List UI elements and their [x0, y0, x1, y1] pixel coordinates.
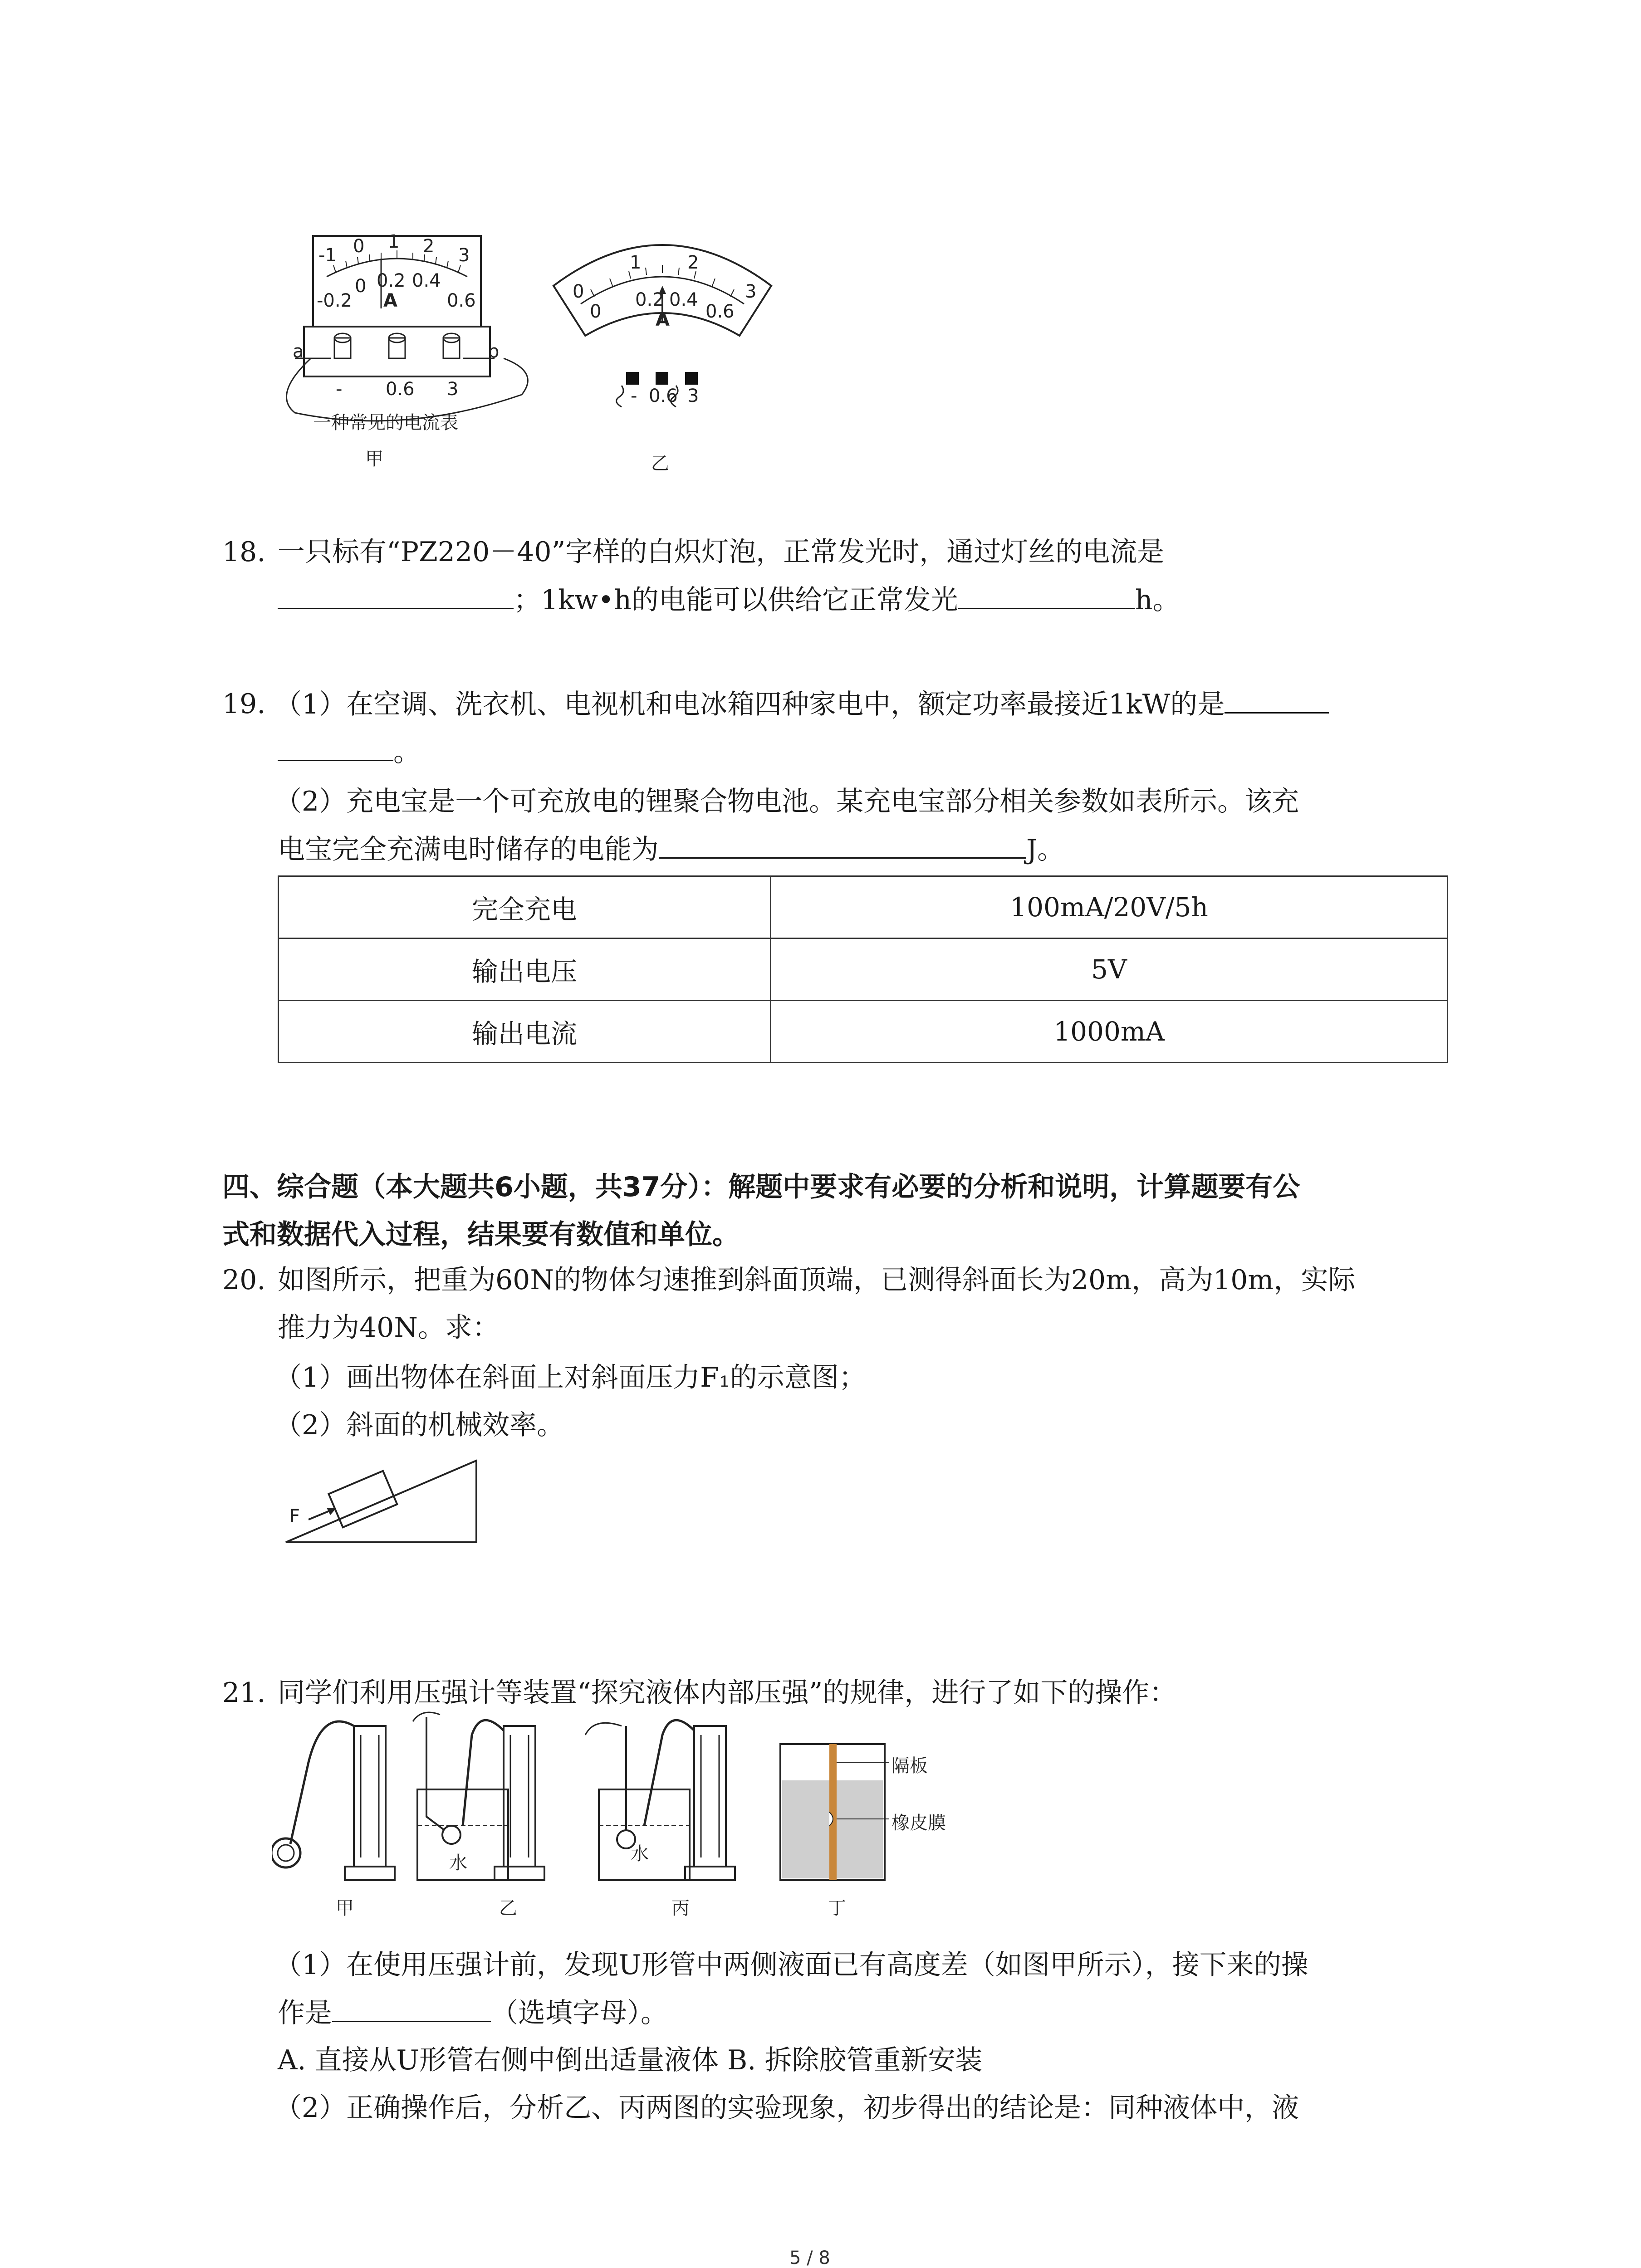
q19-part2-line2: [278, 830, 1064, 869]
meter-jia-caption: 一种常见的电流表: [313, 412, 458, 433]
q21-blank-operation[interactable]: [332, 1994, 491, 2022]
meter-jia-scale-bottom-4: 0.4: [412, 270, 441, 291]
fig-water-label-yi: 水: [449, 1853, 467, 1873]
q18-line2: [278, 581, 1180, 619]
meter-jia-scale-top-2: 0: [353, 236, 365, 257]
meter-jia-scale-bottom-1: -0.2: [317, 290, 353, 311]
meter-jia-terminal-06: 0.6: [386, 379, 415, 400]
table-cell: 100mA/20V/5h: [771, 876, 1448, 938]
fig-water-label-bing: 水: [631, 1843, 649, 1864]
meter-jia-scale-top-1: -1: [318, 245, 337, 266]
q19-part2-line2-text: 电宝完全充满电时储存的电能为: [278, 834, 659, 865]
q19-blank-appliance-a[interactable]: [1225, 685, 1329, 714]
meter-jia-terminal-b: b: [488, 341, 500, 362]
q21-number: 21.: [222, 1677, 266, 1709]
meter-jia-scale-top-4: 2: [423, 236, 435, 257]
meter-yi-scale-bottom-3: 0.4: [669, 289, 698, 310]
pressure-gauge-figure: [272, 1708, 1007, 1926]
fig-label-ding: 丁: [828, 1898, 846, 1919]
fig-partition-label: 隔板: [892, 1755, 928, 1776]
table-cell: 5V: [771, 938, 1448, 1001]
q18-number: 18.: [222, 536, 266, 568]
meter-yi-unit: A: [656, 309, 670, 330]
meter-jia-scale-top-3: 1: [388, 231, 400, 252]
incline-diagram: [281, 1452, 490, 1551]
meter-jia-scale-bottom-3: 0.2: [377, 270, 406, 291]
q20-line2: 推力为40N。求：: [278, 1312, 500, 1344]
fig-label-bing: 丙: [671, 1898, 690, 1919]
page-number: 5 / 8: [789, 2248, 830, 2268]
q21-options: A. 直接从U形管右侧中倒出适量液体 B. 拆除胶管重新安装: [278, 2044, 983, 2076]
q20-line1: 如图所示，把重为60N的物体匀速推到斜面顶端，已测得斜面长为20m，高为10m，实际: [278, 1264, 1356, 1296]
meter-jia-scale-top-5: 3: [458, 245, 470, 266]
meter-yi-terminal-minus: -: [631, 386, 637, 406]
meter-yi-label: 乙: [651, 453, 669, 474]
q19-part1: [274, 685, 1329, 723]
incline-force-label: F: [289, 1506, 300, 1527]
q19-number: 19.: [222, 688, 266, 720]
q20-number: 20.: [222, 1264, 266, 1296]
q18-blank-hours[interactable]: [958, 581, 1135, 609]
meter-yi-scale-top-4: 3: [745, 281, 757, 302]
q19-part2-end: J。: [1026, 834, 1065, 865]
table-cell: 完全充电: [279, 876, 771, 938]
meter-jia-label: 甲: [365, 449, 383, 469]
meter-jia-terminal-minus: -: [336, 379, 343, 400]
table-row: [279, 1001, 1448, 1063]
figure-ammeters: [268, 222, 812, 485]
q18-blank-current[interactable]: [278, 581, 514, 609]
meter-yi-scale-top-2: 1: [630, 252, 642, 273]
q19-part2-line1: （2）充电宝是一个可充放电的锂聚合物电池。某充电宝部分相关参数如表所示。该充: [274, 786, 1299, 817]
table-cell: 输出电流: [279, 1001, 771, 1063]
table-cell: 输出电压: [279, 938, 771, 1001]
meter-yi-terminal-06: 0.6: [649, 386, 678, 406]
q20-part2: （2）斜面的机械效率。: [274, 1409, 564, 1441]
table-cell: 1000mA: [771, 1001, 1448, 1063]
ammeter-diagram: [268, 222, 812, 485]
q19-part1-cont: [278, 733, 421, 771]
meter-yi-scale-bottom-2: 0.2: [635, 289, 664, 310]
q19-part1-end: 。: [393, 736, 421, 768]
section4-heading-line2: 式和数据代入过程，结果要有数值和单位。: [222, 1219, 740, 1251]
q21-line1: 同学们利用压强计等装置“探究液体内部压强”的规律，进行了如下的操作：: [278, 1677, 1177, 1709]
meter-yi-scale-top-3: 2: [687, 252, 699, 273]
fig-label-yi: 乙: [499, 1898, 517, 1919]
q21-part2-line1: （2）正确操作后，分析乙、丙两图的实验现象，初步得出的结论是：同种液体中，液: [274, 2092, 1299, 2124]
section4-heading-line1: 四、综合题（本大题共6小题，共37分）：解题中要求有必要的分析和说明，计算题要有公: [222, 1171, 1300, 1203]
meter-jia-terminal-a: a: [293, 341, 304, 362]
q19-blank-appliance-b[interactable]: [278, 733, 393, 761]
table-row: [279, 938, 1448, 1001]
meter-yi-scale-bottom-1: 0: [590, 301, 602, 322]
fig-membrane-label: 橡皮膜: [892, 1813, 946, 1833]
table-row: [279, 876, 1448, 938]
q18-line2-mid: ；1kw•h的电能可以供给它正常发光: [514, 584, 958, 616]
meter-jia-terminal-3: 3: [447, 379, 459, 400]
q18-line2-end: h。: [1135, 584, 1180, 616]
meter-yi-scale-top-1: 0: [573, 281, 584, 302]
meter-yi-scale-bottom-4: 0.6: [705, 301, 735, 322]
meter-jia-scale-bottom-2: 0: [355, 276, 367, 297]
q18-line1: 一只标有“PZ220－40”字样的白炽灯泡，正常发光时，通过灯丝的电流是: [278, 536, 1165, 568]
incline-figure: [281, 1452, 490, 1551]
q21-part1-line1: （1）在使用压强计前，发现U形管中两侧液面已有高度差（如图甲所示），接下来的操: [274, 1949, 1308, 1981]
q21-part1-line2-end: （选填字母）。: [491, 1997, 668, 2029]
q20-part1: （1）画出物体在斜面上对斜面压力F₁的示意图；: [274, 1362, 866, 1393]
meter-jia-unit: A: [383, 290, 397, 311]
powerbank-params-table: [278, 875, 1448, 1063]
meter-yi-terminal-3: 3: [687, 386, 699, 406]
q21-part1-line2-start: 作是: [278, 1997, 332, 2029]
meter-jia-scale-bottom-5: 0.6: [447, 290, 476, 311]
q21-part1-line2: [278, 1994, 668, 2032]
q19-blank-energy[interactable]: [659, 830, 1026, 859]
fig-label-jia: 甲: [336, 1898, 354, 1919]
q19-part1-text: （1）在空调、洗衣机、电视机和电冰箱四种家电中，额定功率最接近1kW的是: [274, 689, 1225, 720]
